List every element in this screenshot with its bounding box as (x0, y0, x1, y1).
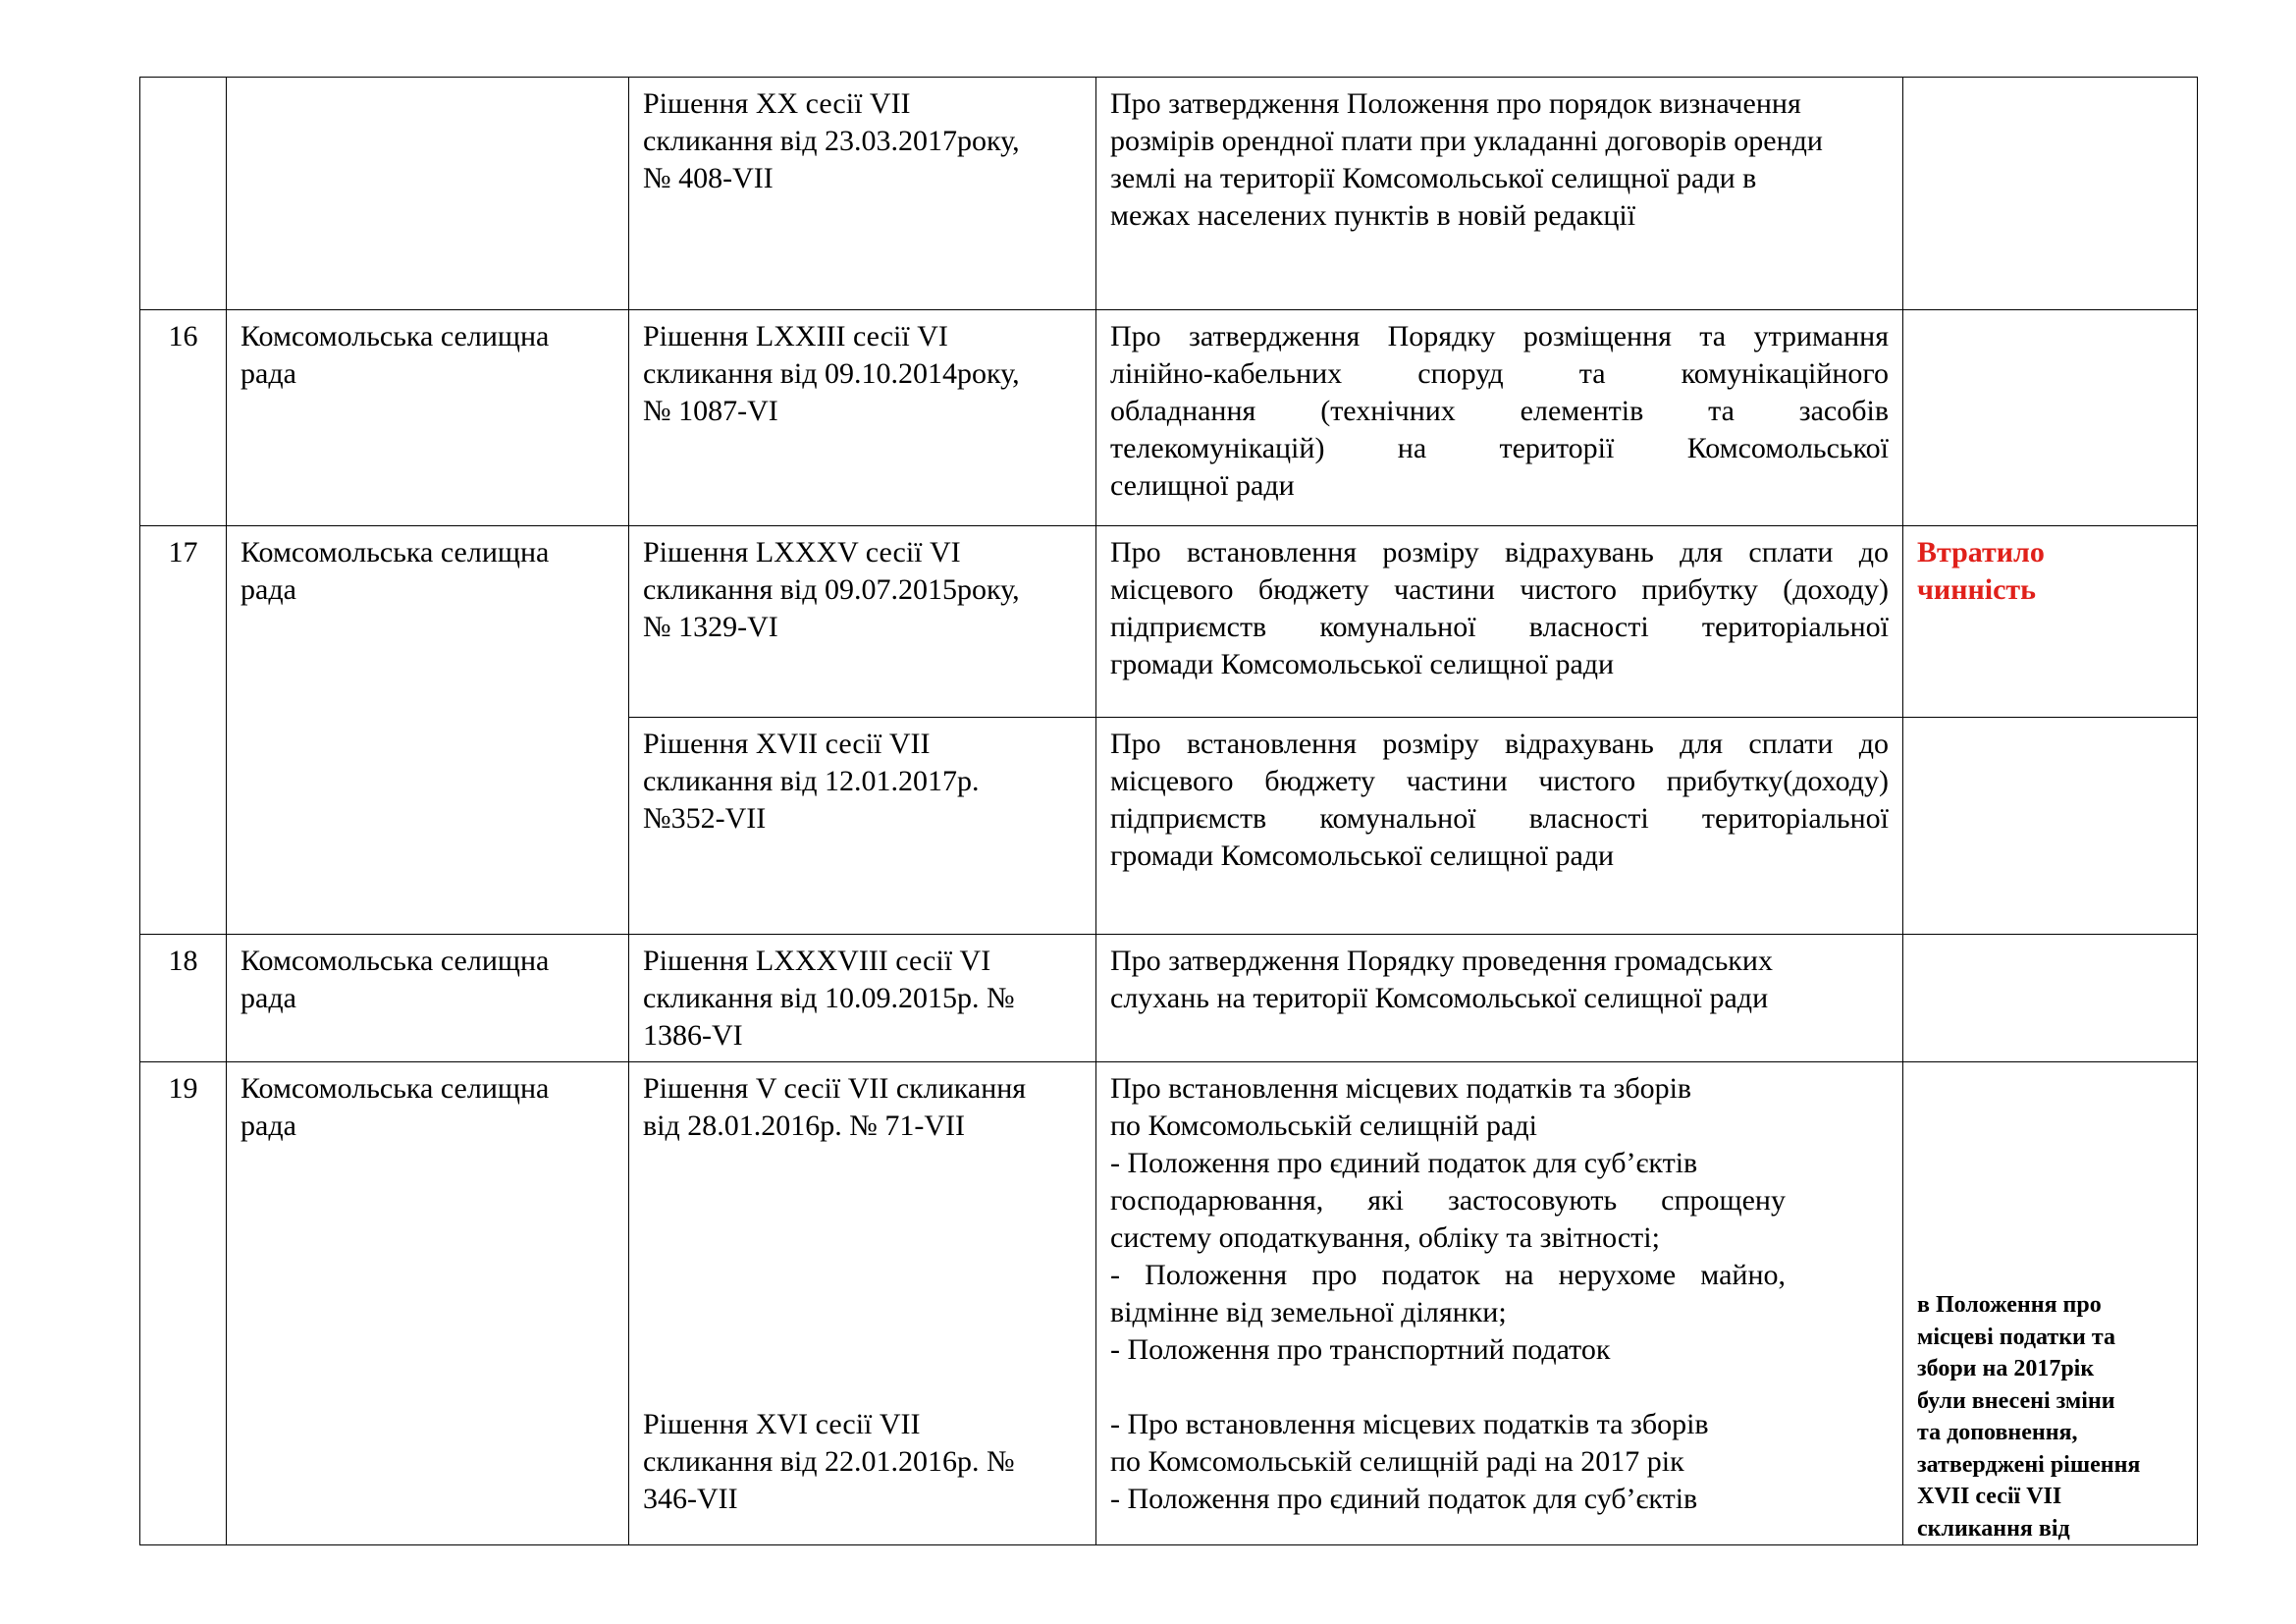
issuing-body: Комсомольська селищна рада (227, 310, 629, 526)
act-subject: Про встановлення розміру відрахувань для сплати до місцевого бюджету частини чистого прибутку (доходу) підприємств комунальної власності територіальної громади Комсомольської селищної ради (1096, 526, 1903, 718)
table-row (140, 78, 2198, 310)
issuing-body: Комсомольська селищна рада (227, 1062, 629, 1545)
act-reference: Рішення XX сесії VII скликання від 23.03.2017року, № 408-VII (629, 78, 1096, 310)
act-subject: Про встановлення розміру відрахувань для сплати до місцевого бюджету частини чистого прибутку(доходу) підприємств комунальної власності територіальної громади Комсомольської селищної ради (1096, 718, 1903, 935)
issuing-body: Комсомольська селищна рада (227, 526, 629, 935)
status-note (1903, 310, 2198, 526)
issuing-body (227, 78, 629, 310)
issuing-body: Комсомольська селищна рада (227, 935, 629, 1062)
act-reference: Рішення LXXXV сесії VI скликання від 09.07.2015року, № 1329-VI (629, 526, 1096, 718)
table-row (140, 526, 2198, 718)
status-note (1903, 935, 2198, 1062)
row-number: 18 (140, 935, 227, 1062)
table-row (140, 1062, 2198, 1545)
act-reference: Рішення V сесії VII скликання від 28.01.2016р. № 71-VII Рішення XVI сесії VII скликання від 22.01.2016р. № 346-VII (629, 1062, 1096, 1545)
row-number (140, 78, 227, 310)
repealed-label: чинність (1917, 573, 2037, 606)
status-note (1903, 718, 2198, 935)
row-number: 19 (140, 1062, 227, 1545)
act-subject: Про затвердження Порядку розміщення та утримання лінійно-кабельних споруд та комунікаційного обладнання (технічних елементів та засобів телекомунікацій) на території Комсомольської селищної ради (1096, 310, 1903, 526)
act-subject: Про затвердження Порядку проведення громадських слухань на території Комсомольської селищної ради (1096, 935, 1903, 1062)
registry-table (139, 77, 2198, 1545)
act-reference: Рішення LXXIII сесії VI скликання від 09.10.2014року, № 1087-VI (629, 310, 1096, 526)
act-subject: Про встановлення місцевих податків та зборів по Комсомольській селищній раді - Положення про єдиний податок для суб’єктів господарювання, які застосовують спрощену систему оподаткування, обліку та звітності; - Положення про податок на нерухоме майно, відмінне від земельної ділянки; - Положення про транспортний податок - Про встановлення місцевих податків та зборів по Комсомольській селищній раді на 2017 рік - Положення про єдиний податок для суб’єктів (1096, 1062, 1903, 1545)
status-note: в Положення про місцеві податки та збори на 2017рік були внесені зміни та доповнення, затверджені рішення XVII сесії VII скликання від (1903, 1062, 2198, 1545)
row-number: 17 (140, 526, 227, 935)
act-reference: Рішення LXXXVIII сесії VI скликання від 10.09.2015р. № 1386-VI (629, 935, 1096, 1062)
row-number: 16 (140, 310, 227, 526)
table-row (140, 310, 2198, 526)
status-note (1903, 526, 2198, 718)
table-row (140, 935, 2198, 1062)
act-reference: Рішення XVII сесії VII скликання від 12.01.2017р. №352-VII (629, 718, 1096, 935)
act-subject: Про затвердження Положення про порядок визначення розмірів орендної плати при укладанні договорів оренди землі на території Комсомольської селищної ради в межах населених пунктів в новій редакції (1096, 78, 1903, 310)
status-note (1903, 78, 2198, 310)
repealed-label: Втратило (1917, 536, 2045, 568)
